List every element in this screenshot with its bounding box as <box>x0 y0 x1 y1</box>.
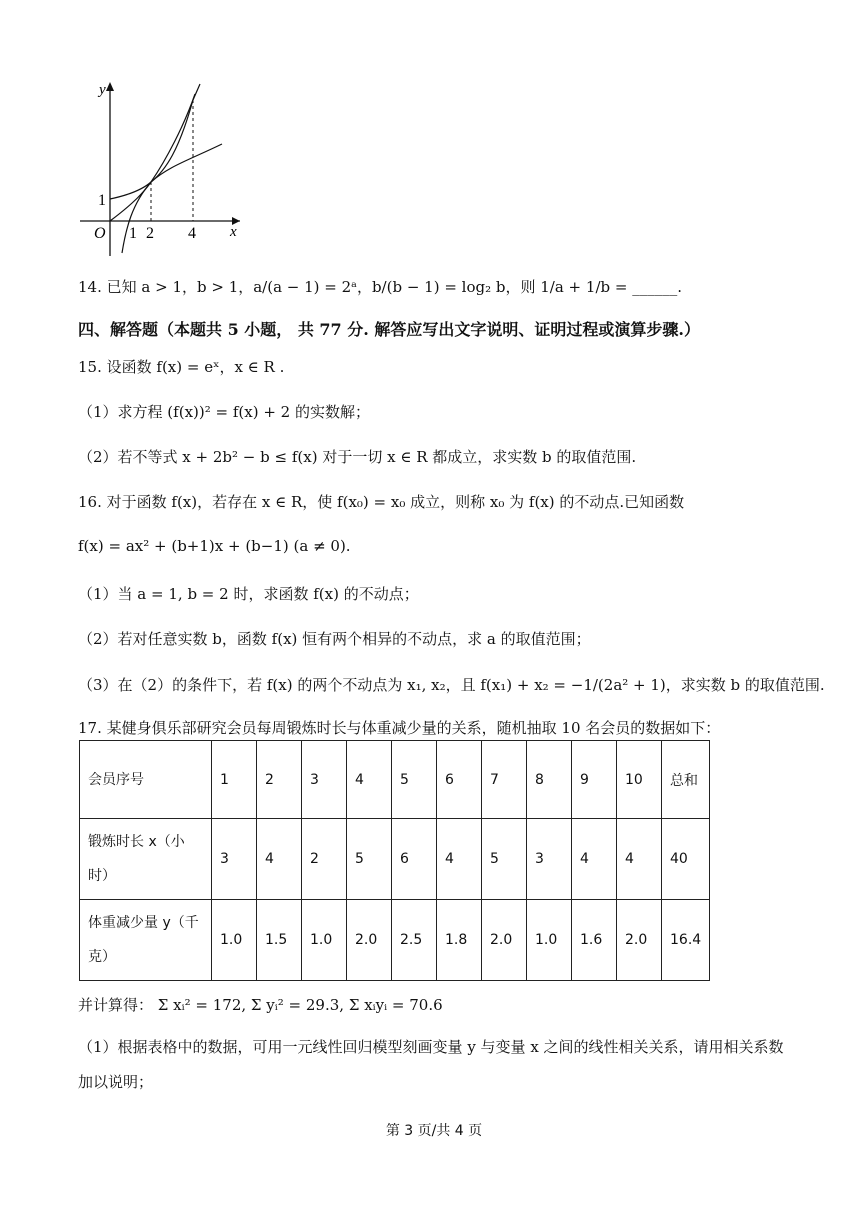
question-16-part2: （2）若对任意实数 b，函数 f(x) 恒有两个相异的不动点，求 a 的取值范围； <box>78 630 591 648</box>
y-axis-label: y <box>99 82 106 98</box>
question-15-part2: （2）若不等式 x + 2b² − b ≤ f(x) 对于一切 x ∈ R 都成立，求实数 b 的取值范围. <box>78 448 637 466</box>
x-tick-4: 4 <box>188 225 196 242</box>
linear-curve <box>110 94 195 221</box>
question-16-function: f(x) = ax² + (b+1)x + (b−1) (a ≠ 0). <box>78 537 351 555</box>
question-17-part1-cont: 加以说明； <box>78 1073 154 1091</box>
question-17-stem: 17. 某健身俱乐部研究会员每周锻炼时长与体重减少量的关系，随机抽取 10 名会员的数据如下： <box>78 719 721 737</box>
question-16-stem: 16. 对于函数 f(x)，若存在 x ∈ R，使 f(x₀) = x₀ 成立，则称 x₀ 为 f(x) 的不动点.已知函数 <box>78 493 685 511</box>
table-cell: 10 <box>617 741 662 819</box>
table-cell: 1.6 <box>572 900 617 981</box>
x-tick-1: 1 <box>129 225 137 242</box>
table-cell: 4 <box>572 819 617 900</box>
x-axis-label: x <box>230 224 237 240</box>
table-cell: 2.5 <box>392 900 437 981</box>
table-cell: 4 <box>257 819 302 900</box>
y-tick-1: 1 <box>98 192 106 209</box>
table-cell: 6 <box>437 741 482 819</box>
question-15-part1: （1）求方程 (f(x))² = f(x) + 2 的实数解； <box>78 403 370 421</box>
table-cell: 5 <box>482 819 527 900</box>
function-graph <box>74 78 244 258</box>
table-cell: 2 <box>257 741 302 819</box>
summation-results: 并计算得： Σ xᵢ² = 172, Σ yᵢ² = 29.3, Σ xᵢyᵢ = 70.6 <box>78 996 443 1014</box>
question-16-part3: （3）在（2）的条件下，若 f(x) 的两个不动点为 x₁, x₂，且 f(x₁) + x₂ = −1/(2a² + 1)，求实数 b 的取值范围. <box>78 676 825 694</box>
table-cell: 5 <box>392 741 437 819</box>
table-cell: 2.0 <box>347 900 392 981</box>
table-row <box>80 741 710 819</box>
row-header: 锻炼时长 x（小时） <box>80 819 212 900</box>
table-cell: 2 <box>302 819 347 900</box>
table-cell: 1.5 <box>257 900 302 981</box>
table-row <box>80 900 710 981</box>
origin-label: O <box>94 225 106 242</box>
table-cell: 2.0 <box>617 900 662 981</box>
table-cell: 4 <box>617 819 662 900</box>
y-axis-arrow-icon <box>106 82 114 91</box>
page-number: 第 3 页/共 4 页 <box>385 1123 483 1139</box>
table-row <box>80 819 710 900</box>
table-total: 40 <box>662 819 710 900</box>
table-cell: 5 <box>347 819 392 900</box>
table-total: 16.4 <box>662 900 710 981</box>
table-cell: 3 <box>302 741 347 819</box>
table-cell: 7 <box>482 741 527 819</box>
table-cell: 3 <box>527 819 572 900</box>
table-cell: 2.0 <box>482 900 527 981</box>
question-14: 14. 已知 a > 1，b > 1，a/(a − 1) = 2ᵃ，b/(b − 1) = log₂ b，则 1/a + 1/b = ______. <box>78 278 682 296</box>
table-cell: 1 <box>212 741 257 819</box>
table-cell: 1.0 <box>527 900 572 981</box>
section-heading: 四、解答题（本题共 5 小题， 共 77 分. 解答应写出文字说明、证明过程或演算步骤.） <box>78 320 700 339</box>
table-cell: 6 <box>392 819 437 900</box>
data-table <box>79 740 710 981</box>
table-cell: 9 <box>572 741 617 819</box>
row-header: 体重减少量 y（千克） <box>80 900 212 981</box>
question-15-stem: 15. 设函数 f(x) = eˣ，x ∈ R . <box>78 358 285 376</box>
question-17-part1: （1）根据表格中的数据，可用一元线性回归模型刻画变量 y 与变量 x 之间的线性相关关系，请用相关系数 <box>78 1038 784 1056</box>
exponential-curve <box>110 84 200 199</box>
table-cell: 1.8 <box>437 900 482 981</box>
table-cell: 4 <box>437 819 482 900</box>
x-tick-2: 2 <box>146 225 154 242</box>
question-16-part1: （1）当 a = 1, b = 2 时，求函数 f(x) 的不动点； <box>78 585 419 603</box>
row-header: 会员序号 <box>80 741 212 819</box>
table-total: 总和 <box>662 741 710 819</box>
table-cell: 4 <box>347 741 392 819</box>
table-cell: 3 <box>212 819 257 900</box>
table-cell: 1.0 <box>212 900 257 981</box>
table-cell: 1.0 <box>302 900 347 981</box>
table-cell: 8 <box>527 741 572 819</box>
